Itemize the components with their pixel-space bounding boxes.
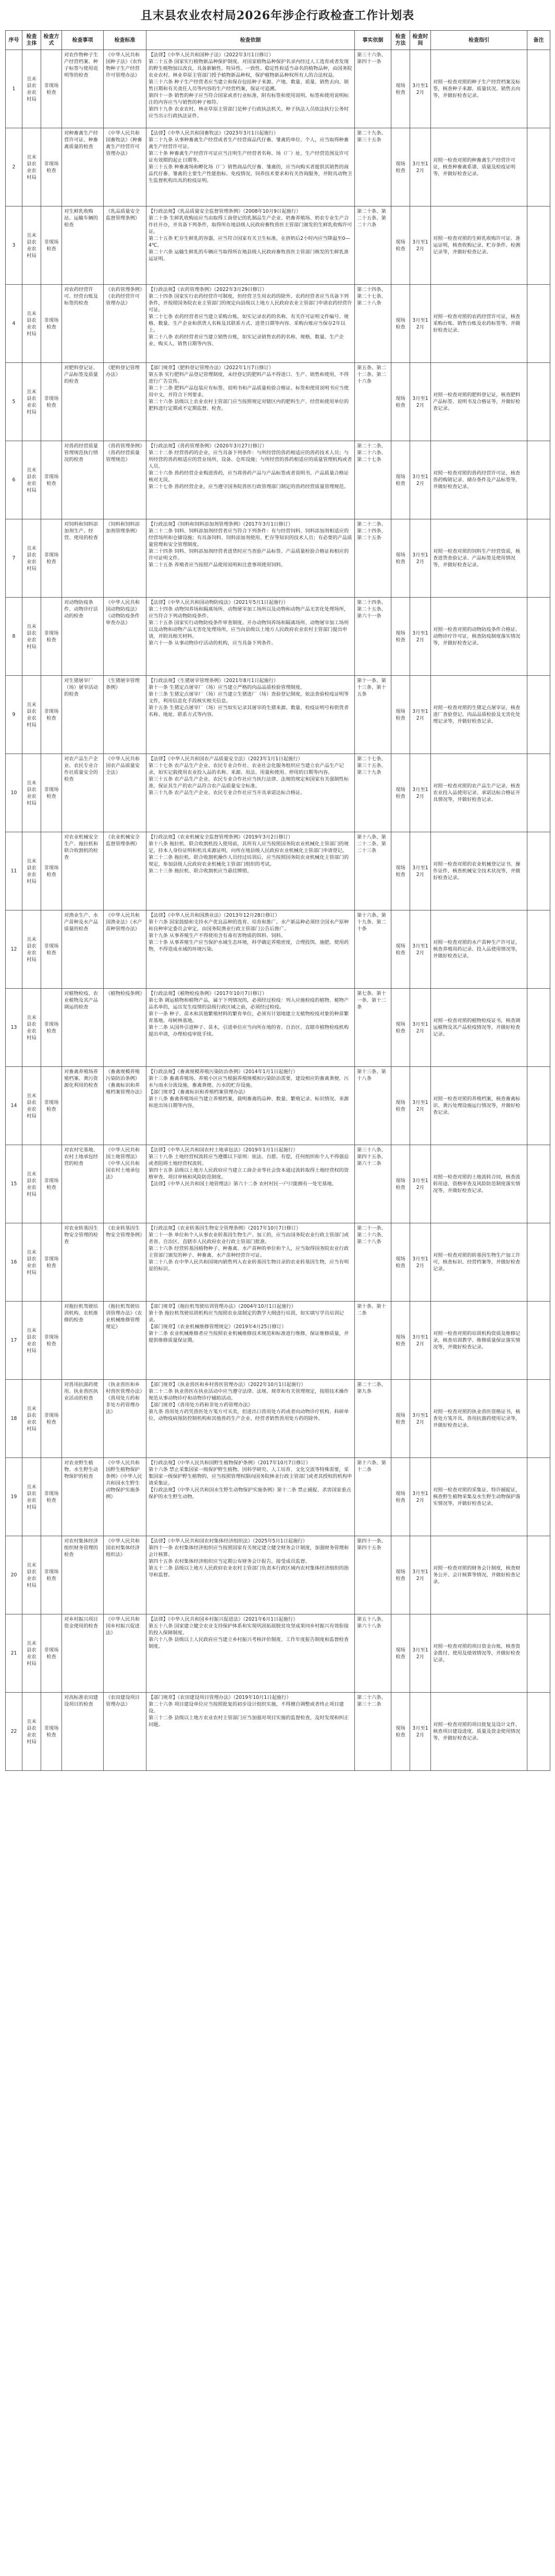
row-subject: 且末县农业农村局 xyxy=(22,206,41,285)
row-subject: 且末县农业农村局 xyxy=(22,128,41,206)
table-row xyxy=(6,676,550,754)
row-time: 3月至12月 xyxy=(410,519,431,598)
row-method: 现场检查 xyxy=(391,1614,410,1693)
row-method: 现场检查 xyxy=(391,1302,410,1380)
row-guide: 对照一检查对照的财务会计制度，核查财务公开、会计核算等情况，并做好检查记录。 xyxy=(431,1536,527,1614)
row-guide: 对照一检查对照的农产品生产记录，核查农业投入品使用记录、承诺达标合格证开具情况等，并做好检查记录。 xyxy=(431,754,527,832)
row-guide: 对照一检查对照的土地流转合同，核查流转用途、资格审查及风险防范制度落实情况等，并做好检查记录。 xyxy=(431,1145,527,1223)
row-number: 10 xyxy=(6,754,22,832)
row-mode: 非现场检查 xyxy=(41,1458,62,1536)
row-remark xyxy=(527,206,550,285)
row-method: 现场检查 xyxy=(391,1693,410,1771)
table-row xyxy=(6,1067,550,1145)
row-mode: 非现场检查 xyxy=(41,1614,62,1693)
row-remark xyxy=(527,441,550,519)
row-fact: 第五十八条、第六十八条 xyxy=(355,1614,391,1693)
row-remark xyxy=(527,1614,550,1693)
row-subject: 且末县农业农村局 xyxy=(22,1223,41,1302)
row-standard: 《畜禽规模养殖污染防治条例》《畜禽标识和养殖档案管理办法》 xyxy=(104,1067,146,1145)
table-row xyxy=(6,1536,550,1614)
row-fact: 第十六条、第十九条、第二十条 xyxy=(355,910,391,989)
row-remark xyxy=(527,1067,550,1145)
row-time: 3月至12月 xyxy=(410,676,431,754)
row-subject: 且末县农业农村局 xyxy=(22,441,41,519)
row-method: 现场检查 xyxy=(391,1536,410,1614)
row-standard: 《农药管理条例》《农药经营许可管理办法》 xyxy=(104,285,146,363)
row-basis: 【行政法规】《畜禽规模养殖污染防治条例》（2014年1月1日起施行） 第十三条 畜禽养殖场、养殖小区应当根据养殖规模和污染防治需要，建设相应的畜禽粪便、污水与雨水分流设施，畜禽粪便、污水的贮存设施。 【部门规章】《畜禽标识和养殖档案管理办法》 第十八条 畜禽养殖场应当建立养殖档案，载明畜禽的品种、数量、繁殖记录、标识情况、来源和进出场日期等内容。 xyxy=(146,1067,355,1145)
row-remark xyxy=(527,128,550,206)
header-mode: 检查方式 xyxy=(41,31,62,50)
row-guide: 对照一检查对照的植物检疫证书，核查调运植物及其产品检疫情况等，并做好检查记录。 xyxy=(431,989,527,1067)
row-guide: 对照一检查对照的兽药经营许可证，核查兽药购销记录、储存条件及产品标签等，并做好检查记录。 xyxy=(431,441,527,519)
row-number: 14 xyxy=(6,1067,22,1145)
row-subject: 且末县农业农村局 xyxy=(22,754,41,832)
row-fact: 第二十二条、第二十四条、第二十五条 xyxy=(355,519,391,598)
row-guide: 对照一检查对照的养殖档案，核查畜禽标识、粪污处理设施运行情况等，并做好检查记录。 xyxy=(431,1067,527,1145)
table-row xyxy=(6,441,550,519)
row-item: 对饲料和饲料添加剂生产、经营、使用的检查 xyxy=(62,519,104,598)
row-subject: 且末县农业农村局 xyxy=(22,50,41,128)
row-fact: 第十一条、第十三条、第十五条 xyxy=(355,676,391,754)
row-guide: 对照一检查对照的农业机械登记证书、操作证件，核查机械安全技术状况等，并做好检查记录。 xyxy=(431,832,527,910)
row-subject: 且末县农业农村局 xyxy=(22,1145,41,1223)
row-method: 现场检查 xyxy=(391,598,410,676)
table-body xyxy=(6,50,550,1771)
row-basis: 【行政法规】《农药管理条例》（2022年3月29日修订） 第二十四条 国家实行农药经营许可制度，但经营卫生用农药的除外。农药经营者应当具备下列条件，并按照国务院农业主管部门的规定向县级以上地方人民政府农业主管部门申请农药经营许可证。 第二十七条 农药经营者应当建立采购台账，如实记录农药的名称、有关许可证明文件编号、规格、数量、生产企业和供货人名称及其联系方式、进货日期等内容。采购台账应当保存2年以上。 第二十八条 农药经营者应当建立销售台账，如实记录销售农药的名称、规格、数量、生产企业、购买人、销售日期等内容。 xyxy=(146,285,355,363)
row-item: 对拖拉机驾驶培训机构、农机维修的检查 xyxy=(62,1302,104,1380)
row-basis: 【法律】《中华人民共和国农村集体经济组织法》（2025年5月1日起施行） 第四十一条 农村集体经济组织应当按照国家有关规定建立健全财务会计制度，加强财务管理和会计核算。 第四十五条 农村集体经济组织应当定期公布财务会计报告，接受成员监督。 第五十二条 县级以上地方人民政府农业农村主管部门负责本行政区域内农村集体经济组织的指导和监督。 xyxy=(146,1536,355,1614)
row-mode: 非现场检查 xyxy=(41,1145,62,1223)
row-number: 12 xyxy=(6,910,22,989)
row-method: 现场检查 xyxy=(391,1145,410,1223)
row-guide: 对照一检查对照的农药经营许可证，核查采购台账、销售台账及农药标签等，并做好检查记录。 xyxy=(431,285,527,363)
row-time: 3月至12月 xyxy=(410,441,431,519)
row-time: 3月至12月 xyxy=(410,754,431,832)
row-remark xyxy=(527,519,550,598)
row-remark xyxy=(527,1302,550,1380)
row-item: 对农产品生产企业、农民专业合作社质量安全的检查 xyxy=(62,754,104,832)
row-remark xyxy=(527,676,550,754)
row-fact: 第二十六条、第三十二条 xyxy=(355,1693,391,1771)
row-method: 现场检查 xyxy=(391,519,410,598)
row-guide: 对照一检查对照的项目资金台账，核查资金拨付、使用及绩效情况等，并做好检查记录。 xyxy=(431,1614,527,1693)
row-basis: 【部门规章】《农田建设项目管理办法》（2019年10月1日起施行） 第二十六条 项目建设单位应当按照批复的初步设计组织实施，不得擅自调整或者终止项目建设。 第三十二条 县级以上地方农业农村主管部门应当加强对项目实施的监督检查，及时发现和纠正问题。 xyxy=(146,1693,355,1771)
row-fact: 第十八条、第二十二条、第二十三条 xyxy=(355,832,391,910)
table-row xyxy=(6,910,550,989)
row-number: 5 xyxy=(6,363,22,441)
row-standard: 《生猪屠宰管理条例》 xyxy=(104,676,146,754)
row-basis: 【法律】《中华人民共和国乡村振兴促进法》（2021年6月1日起施行） 第五十八条 国家建立健全农业支持保护体系和实现巩固拓展脱贫攻坚成果同乡村振兴有效衔接的投入保障制度。 第六十八条 县级以上人民政府应当建立乡村振兴考核评价制度、工作年度报告制度和监督检查制度。 xyxy=(146,1614,355,1693)
row-basis: 【行政法规】《中华人民共和国野生植物保护条例》（2017年10月7日修订） 第十六条 禁止采集国家一级保护野生植物。因科学研究、人工培育、文化交流等特殊需要，采集国家一级保护野生植物的，应当按照管理权限向国务院林业行政主管部门或者其授权的机构申请采集证。 【行政法规】《中华人民共和国水生野生动物保护实施条例》第十二条 禁止捕捉、杀害国家重点保护的水生野生动物。 xyxy=(146,1458,355,1536)
row-mode: 非现场检查 xyxy=(41,441,62,519)
row-mode: 非现场检查 xyxy=(41,989,62,1067)
row-basis: 【行政法规】《农业机械安全监督管理条例》（2019年3月2日修订） 第十八条 拖拉机、联合收割机投入使用前，其所有人应当按照国务院农业机械化主管部门的规定，持本人身份证明和机具来源证明，向所在地县级人民政府农业机械化主管部门申请登记。 第二十二条 拖拉机、联合收割机操作人员经过培训后，应当按照国务院农业机械化主管部门的规定，参加县级人民政府农业机械化主管部门组织的考试。 第二十三条 拖拉机、联合收割机应当悬挂牌照。 xyxy=(146,832,355,910)
row-standard: 《中华人民共和国种子法》《农作物种子生产经营许可管理办法》 xyxy=(104,50,146,128)
row-method: 现场检查 xyxy=(391,1223,410,1302)
row-remark xyxy=(527,1380,550,1458)
row-time: 3月至12月 xyxy=(410,1223,431,1302)
table-row xyxy=(6,363,550,441)
header-no: 序号 xyxy=(6,31,22,50)
table-row xyxy=(6,1693,550,1771)
row-basis: 【部门规章】《执业兽医和乡村兽医管理办法》（2022年10月1日起施行） 第二十二条 执业兽医在执业活动中应当遵守法律、法规、规章和有关管理规定，按照技术操作规范从事动物诊疗和动物诊疗辅助活动。 【部门规章】《兽用处方药和非处方药管理办法》 第九条 兽用处方药凭兽医处方笺方可买卖，但进出口兽用处方药或者向动物诊疗机构、科研单位、动物疫病预防控制机构和其他兽药生产企业、经营者销售兽用处方药的除外。 xyxy=(146,1380,355,1458)
row-fact: 第二十七条、第三十五条、第三十九条 xyxy=(355,754,391,832)
row-fact: 第二十条、第二十五条、第二十六条 xyxy=(355,206,391,285)
row-time: 3月至12月 xyxy=(410,50,431,128)
inspection-plan-table xyxy=(5,30,550,1771)
row-remark xyxy=(527,1223,550,1302)
row-basis: 【法律】《中华人民共和国种子法》（2022年3月1日修订） 第二十五条 国家实行植物新品种保护制度。对国家植物品种保护名录内经过人工选育或者发现的野生植物加以改良，具备新颖性、特异性、一致性、稳定性和适当命名的植物品种，由国务院农业农村、林业草原主管部门授予植物新品种权，保护植物新品种权所有人的合法权益。 第三十六条 种子生产经营者应当建立和保存包括种子来源、产地、数量、质量、销售去向、销售日期和有关责任人员等内容的生产经营档案，保证可追溯。 第四十一条 销售的种子应当符合国家或者行业标准，附有标签和使用说明。标签和使用说明标注的内容应当与销售的种子相符。 第四十九条 农业农村、林业草原主管部门是种子行政执法机关。种子执法人员依法执行公务时应当出示行政执法证件。 xyxy=(146,50,355,128)
row-subject: 且末县农业农村局 xyxy=(22,363,41,441)
row-mode: 非现场检查 xyxy=(41,910,62,989)
row-fact: 第五条、第二十二条、第二十六条 xyxy=(355,363,391,441)
row-time: 3月至12月 xyxy=(410,1067,431,1145)
row-time: 3月至12月 xyxy=(410,989,431,1067)
row-standard: 《中华人民共和国动物防疫法》《动物防疫条件审查办法》 xyxy=(104,598,146,676)
table-row xyxy=(6,1223,550,1302)
row-time: 3月至12月 xyxy=(410,285,431,363)
row-fact: 第二十二条、第二十六条、第二十七条 xyxy=(355,441,391,519)
table-row xyxy=(6,989,550,1067)
row-guide: 对照一检查对照的项目批复及设计文件，核查项目建设进度、质量及资金使用情况等，并做好检查记录。 xyxy=(431,1693,527,1771)
row-fact: 第四十一条、第四十五条 xyxy=(355,1536,391,1614)
row-standard: 《植物检疫条例》 xyxy=(104,989,146,1067)
row-item: 对生鲜乳收购站、运输车辆的检查 xyxy=(62,206,104,285)
row-guide: 对照一检查对照的水产苗种生产许可证，核查养殖用药记录、投入品使用情况等，并做好检查记录。 xyxy=(431,910,527,989)
row-number: 9 xyxy=(6,676,22,754)
row-number: 20 xyxy=(6,1536,22,1614)
row-standard: 《中华人民共和国乡村振兴促进法》 xyxy=(104,1614,146,1693)
row-fact: 第二十九条、第三十五条 xyxy=(355,128,391,206)
row-method: 现场检查 xyxy=(391,206,410,285)
header-remark: 备注 xyxy=(527,31,550,50)
row-fact: 第七条、第十一条、第十二条 xyxy=(355,989,391,1067)
row-standard: 《中华人民共和国农产品质量安全法》 xyxy=(104,754,146,832)
row-standard: 《中华人民共和国土地管理法》《中华人民共和国农村土地承包法》 xyxy=(104,1145,146,1223)
row-time: 3月至12月 xyxy=(410,1380,431,1458)
row-number: 17 xyxy=(6,1302,22,1380)
table-row xyxy=(6,519,550,598)
row-guide: 对照一检查对照的动物防疫条件合格证、动物诊疗许可证，核查防疫制度落实情况等，并做好检查记录。 xyxy=(431,598,527,676)
row-fact: 第十条、第十二条 xyxy=(355,1302,391,1380)
row-item: 对兽药经营质量管理规范执行情况的检查 xyxy=(62,441,104,519)
row-subject: 且末县农业农村局 xyxy=(22,1302,41,1380)
table-row xyxy=(6,50,550,128)
table-row xyxy=(6,285,550,363)
row-item: 对高标准农田建设项目的检查 xyxy=(62,1693,104,1771)
row-item: 对渔业生产、水产苗种及水产品质量的检查 xyxy=(62,910,104,989)
row-subject: 且末县农业农村局 xyxy=(22,1693,41,1771)
row-remark xyxy=(527,989,550,1067)
header-standard: 检查标准 xyxy=(104,31,146,50)
table-row xyxy=(6,598,550,676)
row-method: 现场检查 xyxy=(391,1067,410,1145)
row-mode: 非现场检查 xyxy=(41,519,62,598)
row-time: 3月至12月 xyxy=(410,832,431,910)
table-row xyxy=(6,754,550,832)
document-page xyxy=(5,0,550,1771)
row-method: 现场检查 xyxy=(391,754,410,832)
row-standard: 《饲料和饲料添加剂管理条例》 xyxy=(104,519,146,598)
row-mode: 非现场检查 xyxy=(41,1693,62,1771)
row-standard: 《中华人民共和国农村集体经济组织法》 xyxy=(104,1536,146,1614)
row-standard: 《农业转基因生物安全管理条例》 xyxy=(104,1223,146,1302)
row-method: 现场检查 xyxy=(391,832,410,910)
row-fact: 第三十八条、第四十五条、第六十二条 xyxy=(355,1145,391,1223)
row-guide: 对照一检查对照的种畜禽生产经营许可证，核查种畜禽系谱、质量及检疫证明等，并做好检查记录。 xyxy=(431,128,527,206)
row-remark xyxy=(527,832,550,910)
row-item: 对生猪屠宰厂（场）屠宰活动的检查 xyxy=(62,676,104,754)
row-number: 3 xyxy=(6,206,22,285)
row-item: 对农业机械安全生产、拖拉机和联合收割机的检查 xyxy=(62,832,104,910)
row-time: 3月至12月 xyxy=(410,363,431,441)
row-time: 3月至12月 xyxy=(410,1145,431,1223)
row-remark xyxy=(527,1458,550,1536)
row-fact: 第二十四条、第二十七条、第二十八条 xyxy=(355,285,391,363)
row-item: 对农村宅基地、农村土地承包经营的检查 xyxy=(62,1145,104,1223)
row-subject: 且末县农业农村局 xyxy=(22,910,41,989)
row-basis: 【法律】《中华人民共和国农产品质量安全法》（2023年1月1日起施行） 第二十七条 农产品生产企业、农民专业合作社、农业社会化服务组织应当建立农产品生产记录，如实记载使用农业投入品的名称、来源、用法、用量和使用、停用的日期等内容。 第三十五条 农产品生产企业、农民专业合作社应当执行法律、法规的规定和国家有关强制性标准，保证其生产的农产品符合农产品质量安全标准。 第三十九条 农产品生产企业、农民专业合作社应当开具承诺达标合格证。 xyxy=(146,754,355,832)
row-mode: 非现场检查 xyxy=(41,598,62,676)
header-basis: 检查依据 xyxy=(146,31,355,50)
row-mode: 非现场检查 xyxy=(41,754,62,832)
header-guide: 检查指引 xyxy=(431,31,527,50)
row-time: 3月至12月 xyxy=(410,206,431,285)
table-row xyxy=(6,832,550,910)
row-time: 3月至12月 xyxy=(410,910,431,989)
row-remark xyxy=(527,754,550,832)
row-time: 3月至12月 xyxy=(410,128,431,206)
row-number: 2 xyxy=(6,128,22,206)
row-method: 现场检查 xyxy=(391,676,410,754)
row-fact: 第十六条、第十二条 xyxy=(355,1458,391,1536)
row-remark xyxy=(527,598,550,676)
row-number: 19 xyxy=(6,1458,22,1536)
row-item: 对农药经营许可、经营台账及标签的检查 xyxy=(62,285,104,363)
row-time: 3月至12月 xyxy=(410,1302,431,1380)
table-row xyxy=(6,206,550,285)
row-item: 对农作物种子生产经营档案、种子标签与使用说明等的检查 xyxy=(62,50,104,128)
row-standard: 《肥料登记管理办法》 xyxy=(104,363,146,441)
row-guide: 对照一检查对照的生鲜乳收购许可证、准运证明，核查收购记录、贮存条件、检测记录等，并做好检查记录。 xyxy=(431,206,527,285)
row-remark xyxy=(527,285,550,363)
row-method: 现场检查 xyxy=(391,989,410,1067)
row-mode: 非现场检查 xyxy=(41,1223,62,1302)
table-row xyxy=(6,1614,550,1693)
row-subject: 且末县农业农村局 xyxy=(22,1067,41,1145)
row-time: 3月至12月 xyxy=(410,1458,431,1536)
row-item: 对植物检疫、农业植物及其产品调运的检查 xyxy=(62,989,104,1067)
row-basis: 【行政法规】《乳品质量安全监督管理条例》（2008年10月9日起施行） 第二十条 生鲜乳收购站应当由取得工商登记的乳制品生产企业、奶畜养殖场、奶农专业生产合作社开办，并具备下列条件，取得所在地县级人民政府畜牧兽医主管部门颁发的生鲜乳收购许可证。 第二十五条 贮存生鲜乳的容器，应当符合国家有关卫生标准，在挤奶后2小时内应当降温至0—4℃。 第二十六条 运输生鲜乳的车辆应当取得所在地县级人民政府畜牧兽医主管部门核发的生鲜乳准运证明。 xyxy=(146,206,355,285)
row-basis: 【法律】《中华人民共和国畜牧法》（2023年3月1日起施行） 第二十九条 从事种畜禽生产经营或者生产经营商品代仔畜、雏禽的单位、个人，应当取得种畜禽生产经营许可证。 第三十条 种畜禽生产经营许可证应当注明生产经营者名称、场（厂）址、生产经营范围及许可证有效期的起止日期等。 第三十五条 种畜禽场和孵化场（厂）销售商品代仔畜、雏禽的，应当向购买者提供其销售的商品代仔畜、雏禽的主要生产性能指标、免疫情况、饲养技术要求和有关咨询服务，并附具动物卫生监督机构出具的检疫证明。 xyxy=(146,128,355,206)
row-standard: 《乳品质量安全监督管理条例》 xyxy=(104,206,146,285)
row-method: 现场检查 xyxy=(391,128,410,206)
row-mode: 非现场检查 xyxy=(41,1302,62,1380)
row-basis: 【法律】《中华人民共和国农村土地承包法》（2019年1月1日起施行） 第三十八条 土地经营权流转应当遵循以下原则：依法、自愿、有偿，任何组织和个人不得强迫或者阻碍土地经营权流转。 第四十五条 县级以上地方人民政府应当建立工商企业等社会资本通过流转取得土地经营权的资格审查、项目审核和风险防范制度。 【法律】《中华人民共和国土地管理法》第六十二条 农村村民一户只能拥有一处宅基地。 xyxy=(146,1145,355,1223)
row-method: 现场检查 xyxy=(391,50,410,128)
row-method: 现场检查 xyxy=(391,441,410,519)
row-item: 对种畜禽生产经营许可证、种畜禽质量的检查 xyxy=(62,128,104,206)
table-row xyxy=(6,1458,550,1536)
row-item: 对农村集体经济组织财务管理的检查 xyxy=(62,1536,104,1614)
row-number: 11 xyxy=(6,832,22,910)
row-method: 现场检查 xyxy=(391,1458,410,1536)
header-time: 检查时间 xyxy=(410,31,431,50)
row-mode: 非现场检查 xyxy=(41,206,62,285)
row-number: 16 xyxy=(6,1223,22,1302)
table-header-row xyxy=(6,31,550,50)
row-number: 18 xyxy=(6,1380,22,1458)
page-title: 且末县农业农村局2026年涉企行政检查工作计划表 xyxy=(140,9,415,22)
row-standard: 《兽药管理条例》《兽药经营质量管理规范》 xyxy=(104,441,146,519)
row-mode: 非现场检查 xyxy=(41,832,62,910)
row-standard: 《拖拉机驾驶培训管理办法》《农业机械维修管理规定》 xyxy=(104,1302,146,1380)
row-mode: 非现场检查 xyxy=(41,128,62,206)
row-guide: 对照一检查对照的执业兽医资格证书，核查处方笺开具、兽用抗菌药使用记录等，并做好检查记录。 xyxy=(431,1380,527,1458)
row-basis: 【行政法规】《植物检疫条例》（2017年10月7日修订） 第七条 调运植物和植物产品，属于下列情况的，必须经过检疫：列入应施检疫的植物、植物产品名单的，运出发生疫情的县级行政区域之前，必须经过检疫。 第十一条 种子、苗木和其他繁殖材料的繁育单位，必须有计划地建立无植物检疫对象的种苗繁育基地、母树林基地。 第十二条 从国外引进种子、苗木，引进单位应当向所在地的省、自治区、直辖市植物检疫机构提出申请，办理检疫审批手续。 xyxy=(146,989,355,1067)
row-basis: 【行政法规】《饲料和饲料添加剂管理条例》（2017年3月1日修订） 第二十二条 饲料、饲料添加剂经营者应当符合下列条件：有与经营饲料、饲料添加剂相适应的经营场所和仓储设施；有具备饲料、饲料添加剂使用、贮存等知识的技术人员；有必要的产品质量管理和安全管理制度。 第二十四条 饲料、饲料添加剂经营者进货时应当查验产品标签、产品质量检验合格证和相应的许可证明文件。 第二十五条 养殖者应当按照产品使用说明和注意事项使用饲料。 xyxy=(146,519,355,598)
row-subject: 且末县农业农村局 xyxy=(22,676,41,754)
row-guide: 对照一检查对照的采集证、特许捕捉证，核查野生植物采集及水生野生动物保护落实情况等，并做好检查记录。 xyxy=(431,1458,527,1536)
row-item: 对兽用抗菌药使用、执业兽医执业活动的检查 xyxy=(62,1380,104,1458)
row-number: 6 xyxy=(6,441,22,519)
table-row xyxy=(6,1145,550,1223)
row-item: 对农业野生植物、水生野生动物保护的检查 xyxy=(62,1458,104,1536)
row-item: 对农业转基因生物安全管理的检查 xyxy=(62,1223,104,1302)
row-basis: 【法律】《中华人民共和国动物防疫法》（2021年5月1日起施行） 第二十四条 动物饲养场和隔离场所、动物屠宰加工场所以及动物和动物产品无害化处理场所，应当符合下列动物防疫条件。 第二十五条 国家实行动物防疫条件审查制度。开办动物饲养场和隔离场所、动物屠宰加工场所以及动物和动物产品无害化处理场所，应当向县级以上地方人民政府农业农村主管部门提出申请，并附具相关材料。 第六十一条 从事动物诊疗活动的机构，应当具备下列条件。 xyxy=(146,598,355,676)
row-subject: 且末县农业农村局 xyxy=(22,1380,41,1458)
table-row xyxy=(6,1302,550,1380)
row-fact: 第三十六条、第四十一条 xyxy=(355,50,391,128)
row-guide: 对照一检查对照的肥料登记证，核查肥料产品标签、说明书及合格证等，并做好检查记录。 xyxy=(431,363,527,441)
row-guide: 对照一检查对照的饲料生产经营资质，核查进货查验记录、产品标签及使用情况等，并做好检查记录。 xyxy=(431,519,527,598)
row-fact: 第二十二条、第九条 xyxy=(355,1380,391,1458)
row-standard: 《农田建设项目管理办法》 xyxy=(104,1693,146,1771)
row-standard: 《中华人民共和国渔业法》《水产苗种管理办法》 xyxy=(104,910,146,989)
row-mode: 非现场检查 xyxy=(41,1536,62,1614)
row-mode: 非现场检查 xyxy=(41,285,62,363)
row-time: 3月至12月 xyxy=(410,1614,431,1693)
row-basis: 【部门规章】《肥料登记管理办法》（2022年1月7日修订） 第五条 实行肥料产品登记管理制度，未经登记的肥料产品不得进口、生产、销售和使用，不得进行广告宣传。 第二十二条 肥料产品包装应有标签、说明书和产品质量检验合格证。标签和使用说明书应当使用中文，并符合下列要求。 第二十六条 县级以上农业农村主管部门应当按照规定对辖区内的肥料生产、经营和使用单位的肥料进行定期或不定期监督、检查。 xyxy=(146,363,355,441)
row-time: 3月至12月 xyxy=(410,1693,431,1771)
row-subject: 且末县农业农村局 xyxy=(22,832,41,910)
row-fact: 第二十一条、第二十六条、第二十八条 xyxy=(355,1223,391,1302)
row-method: 现场检查 xyxy=(391,910,410,989)
row-remark xyxy=(527,1536,550,1614)
row-guide: 对照一检查对照的种子生产经营档案及标签，核查种子来源、质量状况、销售去向等，并做好检查记录。 xyxy=(431,50,527,128)
row-number: 8 xyxy=(6,598,22,676)
row-subject: 且末县农业农村局 xyxy=(22,1458,41,1536)
table-row xyxy=(6,128,550,206)
row-standard: 《执业兽医和乡村兽医管理办法》《兽用处方药和非处方药管理办法》 xyxy=(104,1380,146,1458)
row-item: 对乡村振兴项目资金使用的检查 xyxy=(62,1614,104,1693)
row-item: 对肥料登记证、产品标签及质量的检查 xyxy=(62,363,104,441)
row-basis: 【行政法规】《兽药管理条例》（2020年3月27日修订） 第二十二条 经营兽药的企业，应当具备下列条件：与所经营的兽药相适应的兽药技术人员；与所经营的兽药相适应的营业场所、设备、仓库设施；与所经营的兽药相适应的质量管理机构或者人员。 第二十六条 兽药经营企业购进兽药，应当将兽药产品与产品标签或者说明书、产品质量合格证核对无误。 第二十七条 兽药经营企业，应当遵守国务院兽医行政管理部门制定的兽药经营质量管理规范。 xyxy=(146,441,355,519)
row-number: 22 xyxy=(6,1693,22,1771)
row-fact: 第二十四条、第二十五条、第六十一条 xyxy=(355,598,391,676)
header-fact: 事实依据 xyxy=(355,31,391,50)
row-remark xyxy=(527,363,550,441)
row-mode: 非现场检查 xyxy=(41,1067,62,1145)
row-basis: 【法律】《中华人民共和国渔业法》（2013年12月28日修订） 第十六条 国家鼓励和支持水产优良品种的选育、培育和推广。水产新品种必须经全国水产原种和良种审定委员会审定，由国务院渔业行政主管部门公告后推广。 第十九条 从事养殖生产不得使用含有毒有害物质的饵料、饲料。 第二十条 从事养殖生产应当保护水域生态环境，科学确定养殖密度，合理投饵、施肥、使用药物，不得造成水域的环境污染。 xyxy=(146,910,355,989)
row-basis: 【部门规章】《拖拉机驾驶培训管理办法》（2004年10月1日起施行） 第十条 拖拉机驾驶培训机构应当按照农业部制定的教学大纲进行培训，如实填写学员培训记录。 【部门规章】《农业机械维修管理规定》（2019年4月25日修订） 第十二条 农业机械维修者应当按照农业机械维修技术规范和标准进行维修，保证维修质量，并提供维修质量保证期。 xyxy=(146,1302,355,1380)
row-mode: 非现场检查 xyxy=(41,50,62,128)
row-mode: 非现场检查 xyxy=(41,1380,62,1458)
row-remark xyxy=(527,1693,550,1771)
header-subject: 检查主体 xyxy=(22,31,41,50)
row-fact: 第十三条、第十八条 xyxy=(355,1067,391,1145)
row-method: 现场检查 xyxy=(391,1380,410,1458)
row-time: 3月至12月 xyxy=(410,598,431,676)
row-number: 1 xyxy=(6,50,22,128)
row-subject: 且末县农业农村局 xyxy=(22,989,41,1067)
table-row xyxy=(6,1380,550,1458)
row-subject: 且末县农业农村局 xyxy=(22,285,41,363)
header-method: 检查方法 xyxy=(391,31,410,50)
row-guide: 对照一检查对照的生猪定点屠宰证，核查进厂查验登记、肉品品质检验及无害化处理记录等，并做好检查记录。 xyxy=(431,676,527,754)
row-basis: 【行政法规】《农业转基因生物安全管理条例》（2017年10月7日修订） 第二十一条 单位和个人从事农业转基因生物生产、加工的，应当由国务院农业行政主管部门或者省、自治区、直辖市人民政府农业行政主管部门批准。 第二十六条 经营转基因植物种子、种畜禽、水产苗种的单位和个人，应当取得国务院农业行政主管部门颁发的种子、种畜禽、水产苗种经营许可证。 第二十八条 在中华人民共和国境内销售列入农业转基因生物目录的农业转基因生物，应当有明显的标识。 xyxy=(146,1223,355,1302)
row-standard: 《中华人民共和国野生植物保护条例》《中华人民共和国水生野生动物保护实施条例》 xyxy=(104,1458,146,1536)
row-number: 21 xyxy=(6,1614,22,1693)
row-subject: 且末县农业农村局 xyxy=(22,519,41,598)
row-mode: 非现场检查 xyxy=(41,363,62,441)
row-time: 3月至12月 xyxy=(410,1536,431,1614)
row-number: 15 xyxy=(6,1145,22,1223)
row-mode: 非现场检查 xyxy=(41,676,62,754)
row-subject: 且末县农业农村局 xyxy=(22,598,41,676)
row-remark xyxy=(527,50,550,128)
row-number: 13 xyxy=(6,989,22,1067)
row-guide: 对照一检查对照的转基因生物生产加工许可，核查标识、经营档案等，并做好检查记录。 xyxy=(431,1223,527,1302)
row-remark xyxy=(527,910,550,989)
row-item: 对畜禽养殖场养殖档案、粪污资源化利用的检查 xyxy=(62,1067,104,1145)
row-basis: 【行政法规】《生猪屠宰管理条例》（2021年8月1日起施行） 第十一条 生猪定点屠宰厂（场）应当建立严格的肉品品质检验管理制度。 第十三条 生猪定点屠宰厂（场）应当建立生猪进厂（场）查验登记制度，依法查验检疫证明等文件，利用信息化手段核实相关信息。 第十五条 生猪定点屠宰厂（场）应当如实记录其屠宰的生猪来源、数量、检疫证明号和供货者名称、地址、联系方式等内容。 xyxy=(146,676,355,754)
row-remark xyxy=(527,1145,550,1223)
row-standard: 《农业机械安全监督管理条例》 xyxy=(104,832,146,910)
row-standard: 《中华人民共和国畜牧法》《种畜禽生产经营许可管理办法》 xyxy=(104,128,146,206)
row-number: 4 xyxy=(6,285,22,363)
row-item: 对动物防疫条件、动物诊疗活动的检查 xyxy=(62,598,104,676)
row-subject: 且末县农业农村局 xyxy=(22,1536,41,1614)
row-method: 现场检查 xyxy=(391,285,410,363)
row-guide: 对照一检查对照的培训机构资质及维修记录，核查培训教学、维修质量保证落实情况等，并做好检查记录。 xyxy=(431,1302,527,1380)
row-number: 7 xyxy=(6,519,22,598)
row-method: 现场检查 xyxy=(391,363,410,441)
row-subject: 且末县农业农村局 xyxy=(22,1614,41,1693)
header-item: 检查事项 xyxy=(62,31,104,50)
